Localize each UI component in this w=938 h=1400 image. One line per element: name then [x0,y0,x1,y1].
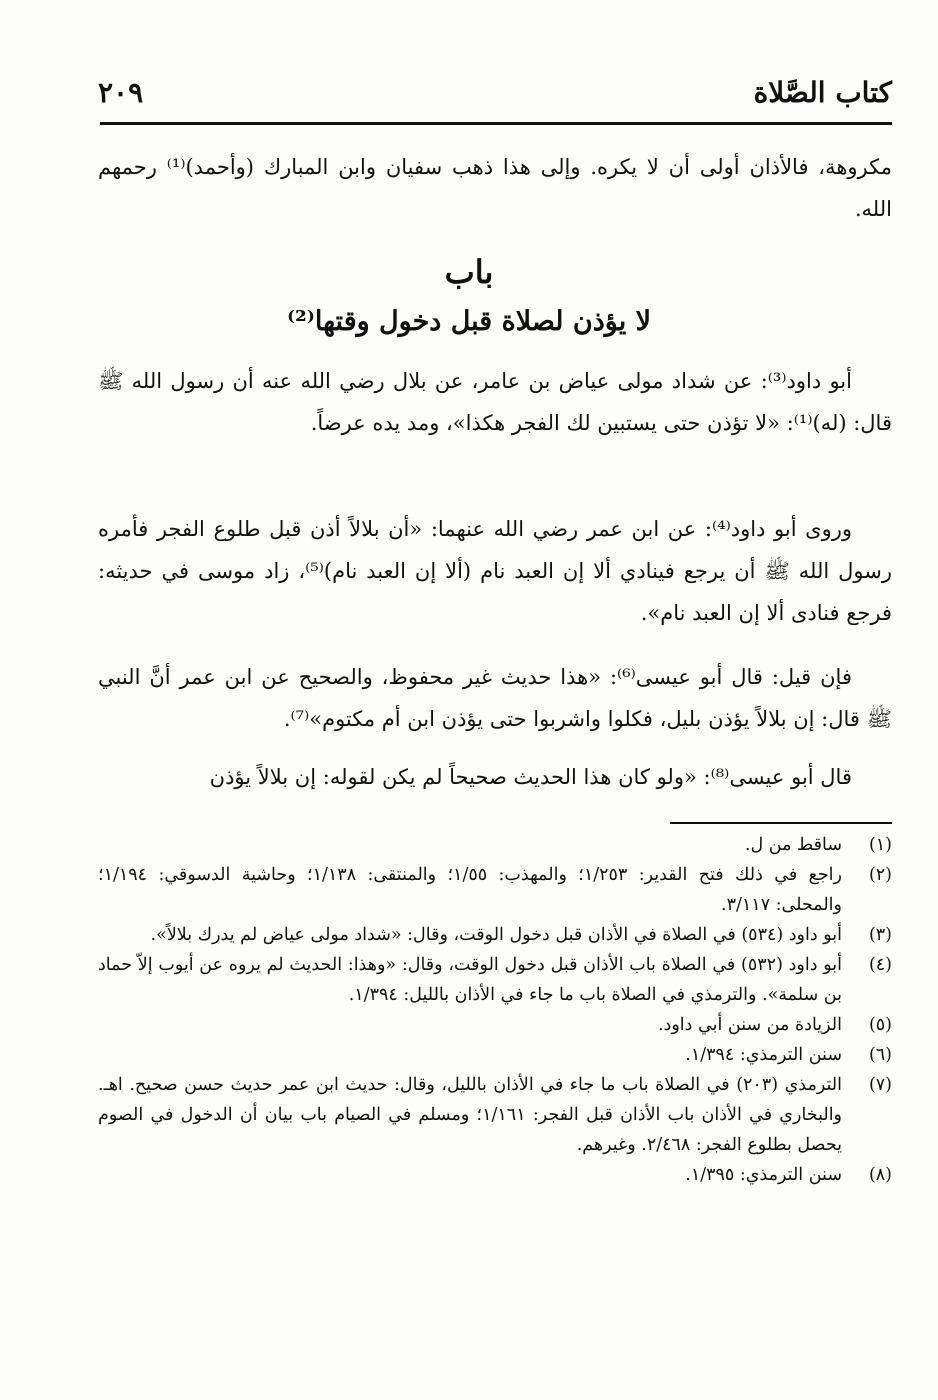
footnote [98,1160,892,1190]
footnote [98,950,892,1010]
footnote [98,920,892,950]
page-header [96,74,892,118]
footnote [98,1010,892,1040]
footnote-number: (٣) [868,925,892,945]
chapter-heading: باب [444,253,494,291]
footnote-number: (٧) [868,1075,892,1095]
paragraph-abu-dawud: أبو داود⁽³⁾: عن شداد مولى عياض بن عامر، عن بلال رضي الله عنه أن رسول الله ﷺ قال: (له)⁽¹⁾: «لا تؤذن حتى يستبين لك الفجر هكذا»، ومد يده عرضاً. [98,369,892,435]
chapter-title: لا يؤذن لصلاة قبل دخول وقتها⁽²⁾ [286,306,652,337]
footnote-number: (٢) [868,865,892,885]
footnote-number: (٤) [868,955,892,975]
footnote-text: الزيادة من سنن أبي داود. [657,1015,842,1035]
footnote-text: أبو داود (٥٣٢) في الصلاة باب الأذان قبل دخول الوقت، وقال: «وهذا: الحديث لم يروه عن أيوب إلاّ حماد بن سلمة». والترمذي في الصلاة باب ما جاء في الأذان بالليل: ١/٣٩٤. [98,955,842,1005]
footnote [98,1040,892,1070]
footnote-text: أبو داود (٥٣٤) في الصلاة في الأذان قبل دخول الوقت، وقال: «شداد مولى عياض لم يدرك بلالاً». [150,925,842,945]
running-title: كتاب الصَّلاة [753,76,892,109]
footnote-separator [670,822,892,824]
footnote [98,1070,892,1160]
footnote-text: راجع في ذلك فتح القدير: ١/٢٥٣؛ والمهذب: ١/٥٥؛ والمنتقى: ١/١٣٨؛ وحاشية الدسوقي: ١/١٩٤؛ والمحلى: ٣/١١٧. [98,865,843,915]
page-number: ٢٠٩ [98,76,144,109]
paragraph-abu-isa: قال أبو عيسى⁽⁸⁾: «ولو كان هذا الحديث صحيحاً لم يكن لقوله: إن بلالاً يؤذن [209,765,852,789]
paragraph-ibn-umar: وروى أبو داود⁽⁴⁾: عن ابن عمر رضي الله عنهما: «أن بلالاً أذن قبل طلوع الفجر فأمره رسول الله ﷺ أن يرجع فينادي ألا إن العبد نام (ألا إن العبد نام)⁽⁵⁾، زاد موسى في حديثه: فرجع فنادى ألا إن العبد نام». [98,517,892,625]
footnote-text: سنن الترمذي: ١/٣٩٥. [685,1165,842,1185]
paragraph-objection: فإن قيل: قال أبو عيسى⁽⁶⁾: «هذا حديث غير محفوظ، والصحيح عن ابن عمر أنَّ النبي ﷺ قال: إن بلالاً يؤذن بليل، فكلوا واشربوا حتى يؤذن ابن أم مكتوم»⁽⁷⁾. [98,665,892,731]
footnote-number: (٨) [868,1165,892,1185]
footnotes [98,830,892,1190]
footnote-number: (٥) [868,1015,892,1035]
footnote-number: (١) [868,835,892,855]
footnote [98,830,892,860]
header-rule [100,122,892,125]
footnote [98,860,892,920]
footnote-text: ساقط من ل. [744,835,842,855]
paragraph-continuation: مكروهة، فالأذان أولى أن لا يكره. وإلى هذا ذهب سفيان وابن المبارك (وأحمد)⁽¹⁾ رحمهم الله. [98,155,892,221]
footnote-text: سنن الترمذي: ١/٣٩٤. [685,1045,842,1065]
footnote-number: (٦) [868,1045,892,1065]
footnote-text: الترمذي (٢٠٣) في الصلاة باب ما جاء في الأذان بالليل، وقال: حديث ابن عمر حديث حسن صحيح. اهـ. والبخاري في الأذان باب الأذان قبل الفجر: ١/١٦١؛ ومسلم في الصيام باب بيان أن الدخول في الصوم يحصل بطلوع الفجر: ٢/٤٦٨. وغيرهم. [98,1075,843,1155]
